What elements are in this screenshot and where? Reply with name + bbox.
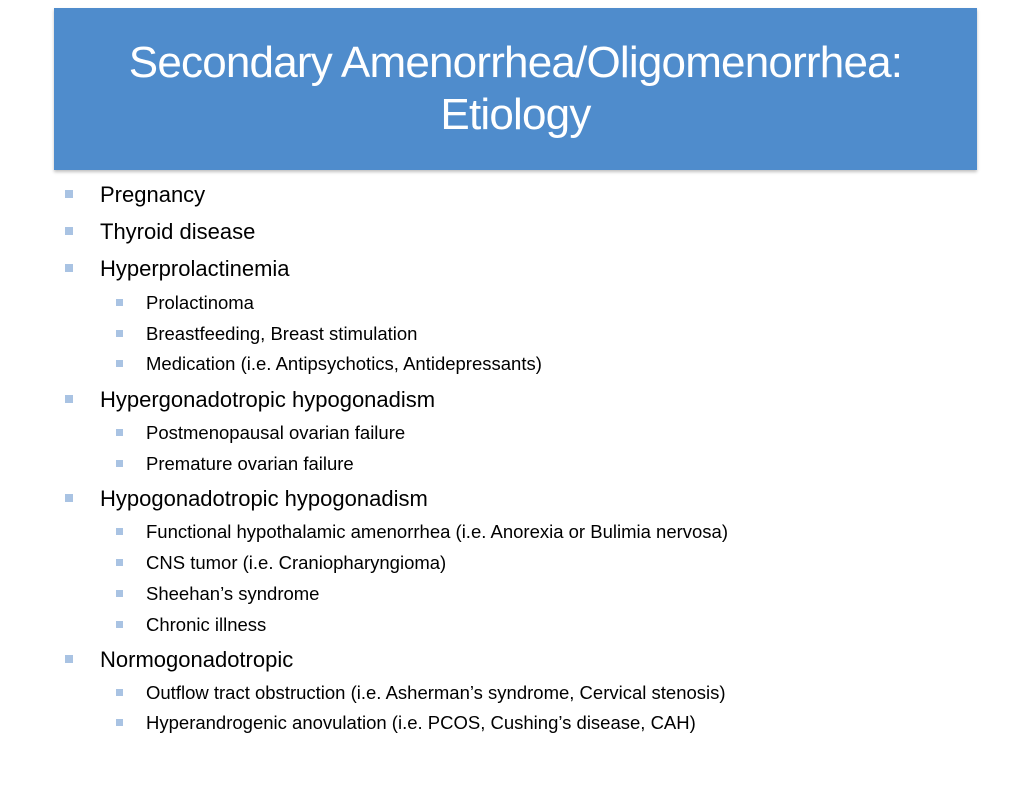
square-bullet-icon xyxy=(116,621,123,628)
bullet-item-hyperprolactinemia xyxy=(100,254,290,284)
square-bullet-icon xyxy=(65,494,73,502)
slide-title-line-2: Etiology xyxy=(440,90,591,139)
bullet-text: Chronic illness xyxy=(146,614,267,635)
bullet-text: Hyperandrogenic anovulation (i.e. PCOS, Cushing’s disease, CAH) xyxy=(146,712,696,733)
square-bullet-icon xyxy=(116,360,123,367)
sub-bullet-item-prolactinoma xyxy=(146,290,254,316)
bullet-text: Functional hypothalamic amenorrhea (i.e. Anorexia or Bulimia nervosa) xyxy=(146,521,729,542)
square-bullet-icon xyxy=(65,655,73,663)
bullet-text: Hypogonadotropic hypogonadism xyxy=(100,486,428,511)
bullet-text: Medication (i.e. Antipsychotics, Antidepressants) xyxy=(146,353,542,374)
square-bullet-icon xyxy=(65,395,73,403)
bullet-text: Breastfeeding, Breast stimulation xyxy=(146,323,418,344)
slide-title-bar xyxy=(54,8,977,170)
square-bullet-icon xyxy=(65,227,73,235)
square-bullet-icon xyxy=(116,299,123,306)
sub-bullet-item-hyperandrogenic xyxy=(146,710,696,736)
slide-title-line-1: Secondary Amenorrhea/Oligomenorrhea: xyxy=(128,38,903,87)
bullet-item-normogonadotropic xyxy=(100,645,293,675)
bullet-text: Postmenopausal ovarian failure xyxy=(146,422,406,443)
square-bullet-icon xyxy=(65,264,73,272)
square-bullet-icon xyxy=(116,460,123,467)
bullet-item-pregnancy xyxy=(100,180,205,210)
sub-bullet-item-outflow-obstruction xyxy=(146,680,726,706)
sub-bullet-item-breastfeeding xyxy=(146,321,417,347)
bullet-item-thyroid-disease xyxy=(100,217,255,247)
sub-bullet-item-cns-tumor xyxy=(146,550,446,576)
bullet-text: Premature ovarian failure xyxy=(146,453,354,474)
square-bullet-icon xyxy=(116,330,123,337)
bullet-text: Normogonadotropic xyxy=(100,647,294,672)
bullet-item-hypogonadotropic xyxy=(100,484,428,514)
sub-bullet-item-chronic-illness xyxy=(146,612,266,638)
square-bullet-icon xyxy=(116,590,123,597)
bullet-text: Prolactinoma xyxy=(146,292,254,313)
sub-bullet-item-sheehans xyxy=(146,581,319,607)
bullet-item-hypergonadotropic xyxy=(100,385,435,415)
sub-bullet-item-medication xyxy=(146,351,542,377)
square-bullet-icon xyxy=(116,528,123,535)
square-bullet-icon xyxy=(65,190,73,198)
bullet-text: Hyperprolactinemia xyxy=(100,256,290,281)
bullet-text: Outflow tract obstruction (i.e. Asherman’s syndrome, Cervical stenosis) xyxy=(146,682,726,703)
sub-bullet-item-postmenopausal xyxy=(146,420,405,446)
bullet-text: Thyroid disease xyxy=(100,219,256,244)
square-bullet-icon xyxy=(116,689,123,696)
bullet-text: CNS tumor (i.e. Craniopharyngioma) xyxy=(146,552,447,573)
square-bullet-icon xyxy=(116,429,123,436)
bullet-text: Sheehan’s syndrome xyxy=(146,583,320,604)
sub-bullet-item-premature xyxy=(146,451,354,477)
bullet-text: Hypergonadotropic hypogonadism xyxy=(100,387,436,412)
sub-bullet-item-functional-hypothalamic xyxy=(146,519,728,545)
bullet-text: Pregnancy xyxy=(100,182,206,207)
square-bullet-icon xyxy=(116,719,123,726)
square-bullet-icon xyxy=(116,559,123,566)
